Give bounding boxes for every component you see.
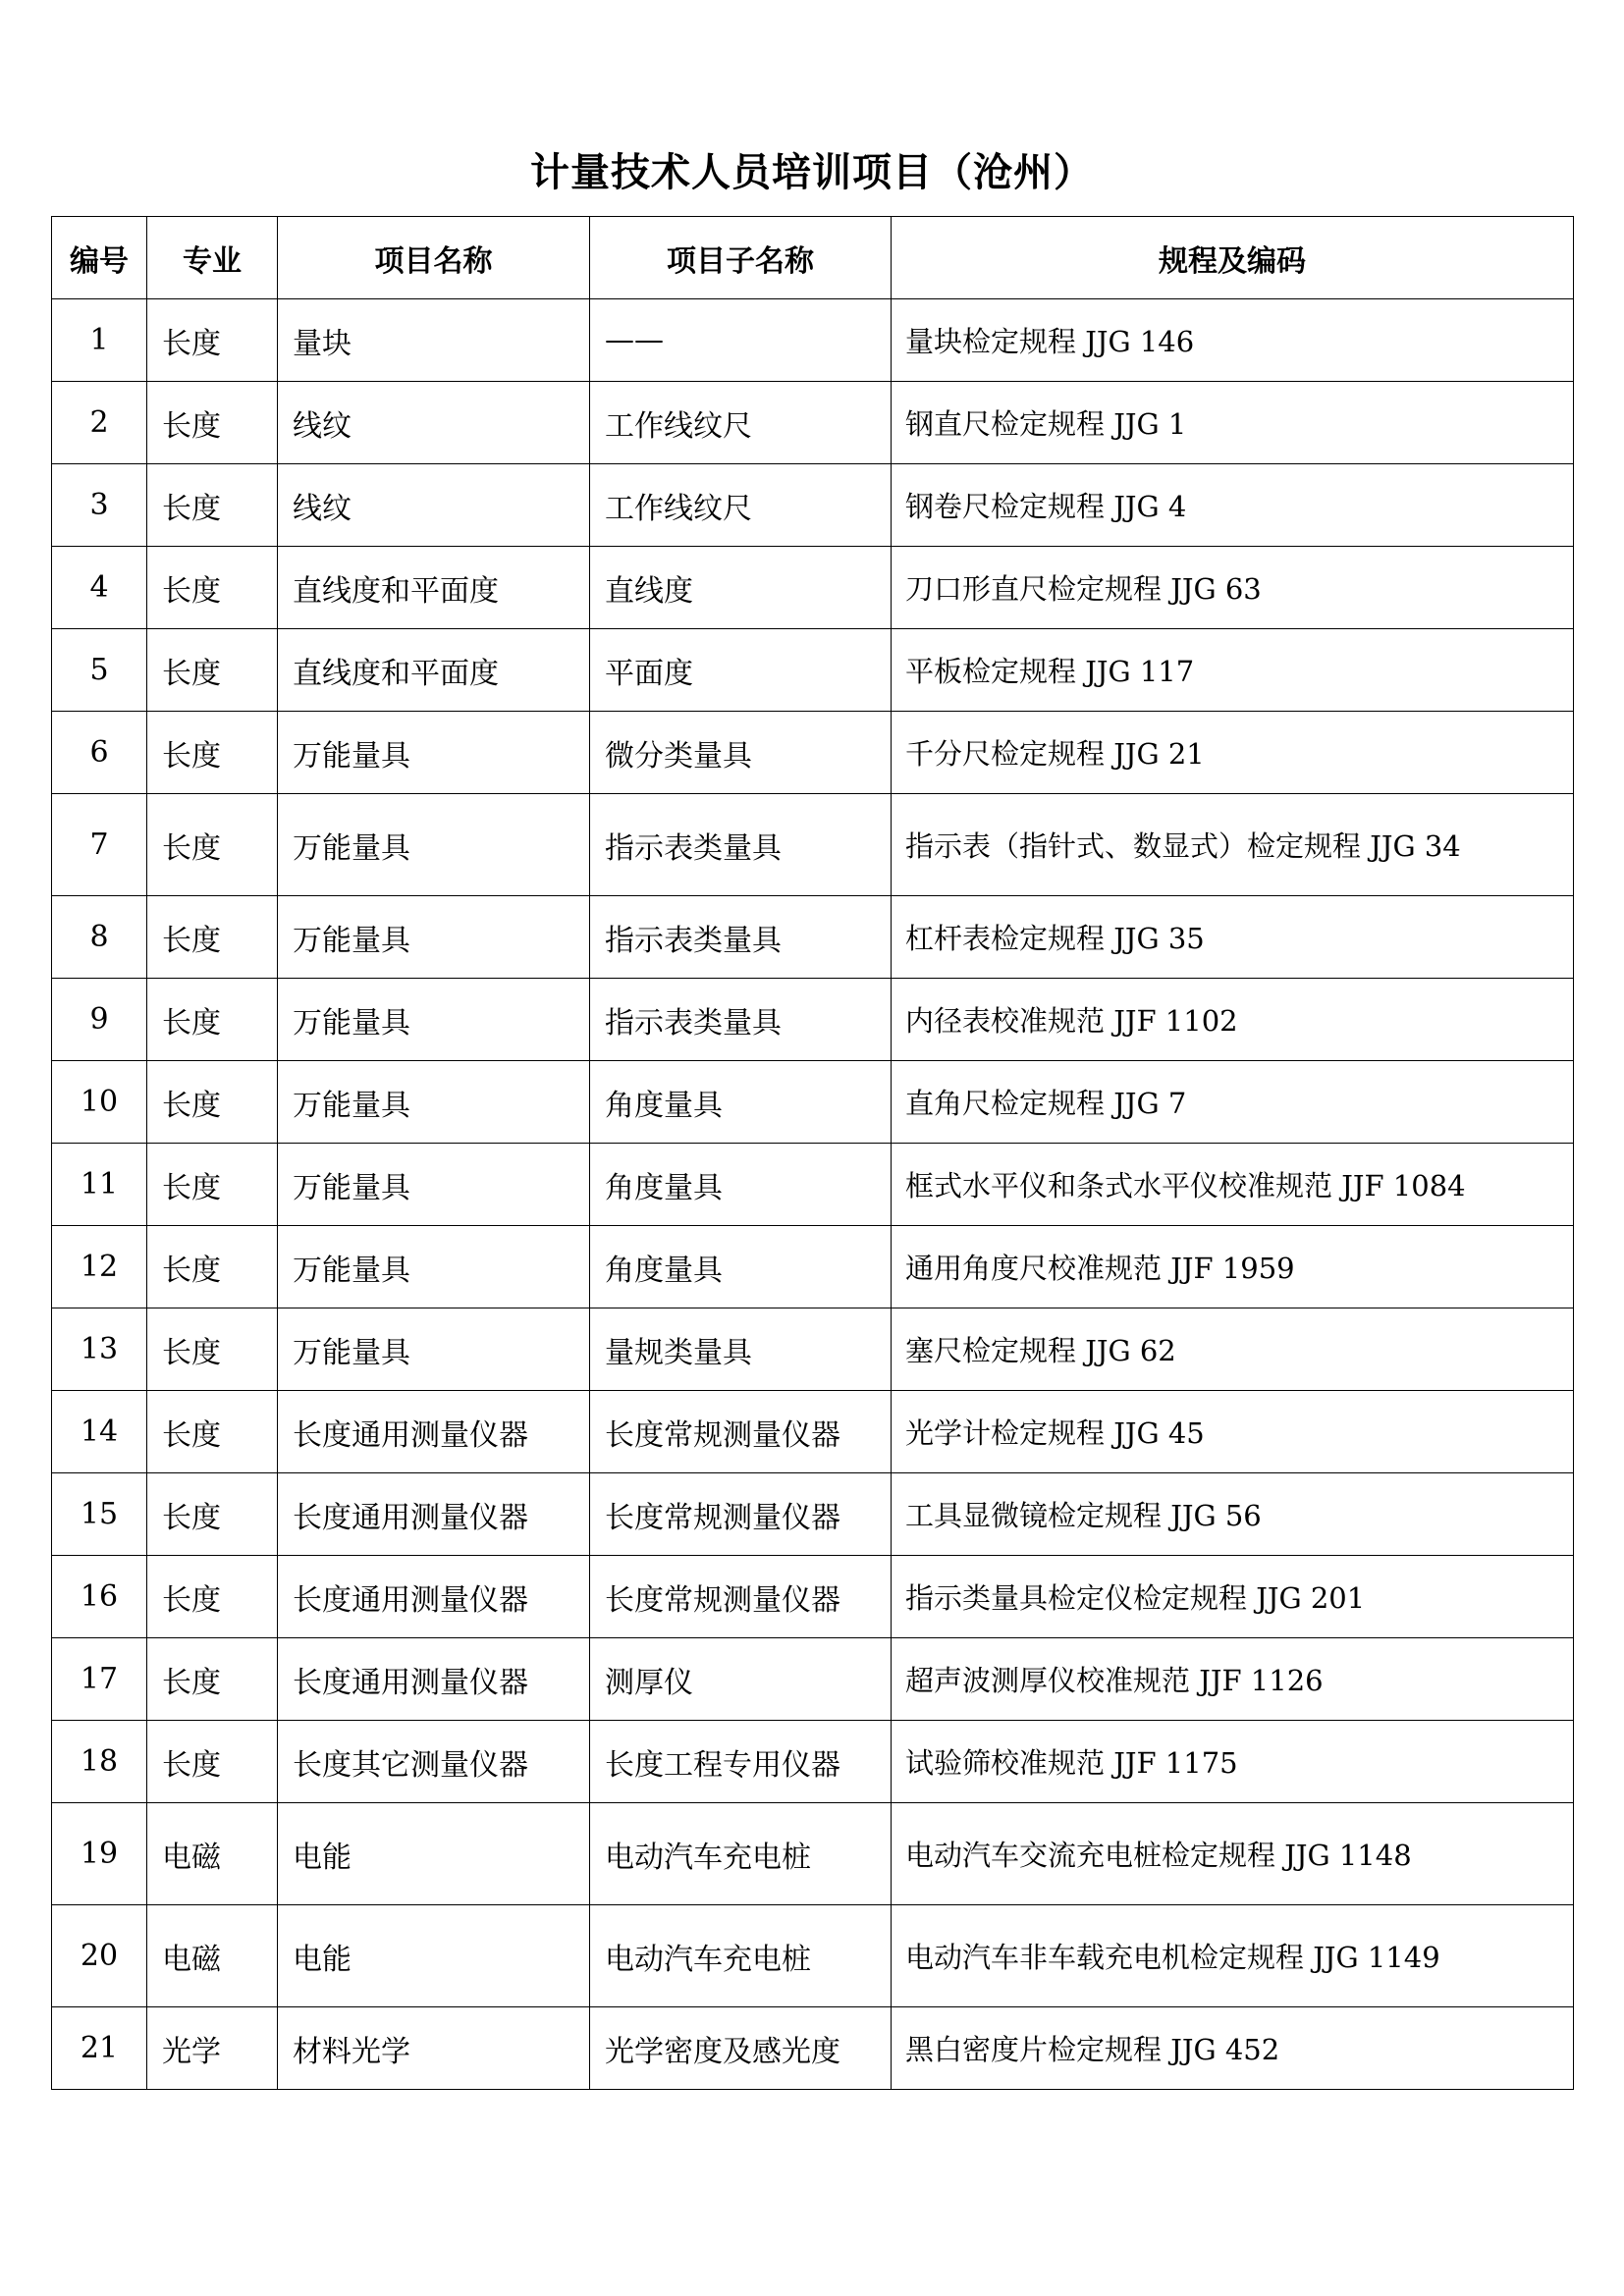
table-row — [52, 1144, 1574, 1226]
cell-sub-project-name: 长度常规测量仪器 — [590, 1473, 892, 1556]
cell-project-name: 量块 — [278, 299, 590, 382]
cell-project-name: 万能量具 — [278, 1061, 590, 1144]
cell-project-name: 万能量具 — [278, 712, 590, 794]
cell-number: 11 — [52, 1144, 147, 1226]
cell-project-name: 电能 — [278, 1803, 590, 1905]
cell-regulation-code: 电动汽车交流充电桩检定规程 JJG 1148 — [892, 1803, 1574, 1905]
table-row — [52, 547, 1574, 629]
cell-regulation-code: 钢卷尺检定规程 JJG 4 — [892, 464, 1574, 547]
cell-regulation-code: 黑白密度片检定规程 JJG 452 — [892, 2007, 1574, 2090]
cell-sub-project-name: 工作线纹尺 — [590, 382, 892, 464]
header-project-name: 项目名称 — [278, 217, 590, 299]
cell-regulation-code: 超声波测厚仪校准规范 JJF 1126 — [892, 1638, 1574, 1721]
cell-sub-project-name: 平面度 — [590, 629, 892, 712]
cell-project-name: 长度通用测量仪器 — [278, 1556, 590, 1638]
cell-major: 电磁 — [147, 1905, 278, 2007]
cell-project-name: 直线度和平面度 — [278, 547, 590, 629]
cell-number: 9 — [52, 979, 147, 1061]
cell-regulation-code: 指示表（指针式、数显式）检定规程 JJG 34 — [892, 794, 1574, 896]
header-major: 专业 — [147, 217, 278, 299]
cell-regulation-code: 电动汽车非车载充电机检定规程 JJG 1149 — [892, 1905, 1574, 2007]
cell-sub-project-name: 指示表类量具 — [590, 896, 892, 979]
cell-major: 长度 — [147, 629, 278, 712]
cell-sub-project-name: 指示表类量具 — [590, 794, 892, 896]
cell-regulation-code: 量块检定规程 JJG 146 — [892, 299, 1574, 382]
header-regulation-code: 规程及编码 — [892, 217, 1574, 299]
cell-major: 长度 — [147, 1061, 278, 1144]
cell-sub-project-name: 工作线纹尺 — [590, 464, 892, 547]
cell-number: 19 — [52, 1803, 147, 1905]
header-sub-project-name: 项目子名称 — [590, 217, 892, 299]
cell-regulation-code: 框式水平仪和条式水平仪校准规范 JJF 1084 — [892, 1144, 1574, 1226]
cell-regulation-code: 工具显微镜检定规程 JJG 56 — [892, 1473, 1574, 1556]
cell-number: 12 — [52, 1226, 147, 1308]
cell-sub-project-name: 长度常规测量仪器 — [590, 1556, 892, 1638]
cell-project-name: 长度通用测量仪器 — [278, 1473, 590, 1556]
cell-major: 长度 — [147, 1226, 278, 1308]
cell-major: 长度 — [147, 712, 278, 794]
cell-major: 电磁 — [147, 1803, 278, 1905]
cell-major: 长度 — [147, 1556, 278, 1638]
cell-major: 长度 — [147, 299, 278, 382]
cell-number: 7 — [52, 794, 147, 896]
cell-major: 长度 — [147, 1144, 278, 1226]
cell-project-name: 万能量具 — [278, 979, 590, 1061]
table-row — [52, 1226, 1574, 1308]
table-row — [52, 712, 1574, 794]
cell-major: 长度 — [147, 1391, 278, 1473]
cell-regulation-code: 光学计检定规程 JJG 45 — [892, 1391, 1574, 1473]
cell-sub-project-name: 长度常规测量仪器 — [590, 1391, 892, 1473]
table-row — [52, 1473, 1574, 1556]
cell-project-name: 万能量具 — [278, 896, 590, 979]
cell-number: 18 — [52, 1721, 147, 1803]
table-header-row — [52, 217, 1574, 299]
cell-sub-project-name: 微分类量具 — [590, 712, 892, 794]
cell-number: 10 — [52, 1061, 147, 1144]
table-row — [52, 382, 1574, 464]
cell-regulation-code: 直角尺检定规程 JJG 7 — [892, 1061, 1574, 1144]
cell-regulation-code: 刀口形直尺检定规程 JJG 63 — [892, 547, 1574, 629]
cell-number: 14 — [52, 1391, 147, 1473]
cell-number: 21 — [52, 2007, 147, 2090]
cell-number: 20 — [52, 1905, 147, 2007]
cell-project-name: 万能量具 — [278, 1144, 590, 1226]
cell-project-name: 万能量具 — [278, 1308, 590, 1391]
cell-project-name: 长度其它测量仪器 — [278, 1721, 590, 1803]
cell-sub-project-name: 指示表类量具 — [590, 979, 892, 1061]
cell-number: 15 — [52, 1473, 147, 1556]
header-number: 编号 — [52, 217, 147, 299]
cell-project-name: 直线度和平面度 — [278, 629, 590, 712]
cell-sub-project-name: 电动汽车充电桩 — [590, 1803, 892, 1905]
table-row — [52, 896, 1574, 979]
cell-number: 13 — [52, 1308, 147, 1391]
table-row — [52, 1556, 1574, 1638]
cell-project-name: 万能量具 — [278, 1226, 590, 1308]
table-row — [52, 629, 1574, 712]
table-row — [52, 1638, 1574, 1721]
cell-regulation-code: 钢直尺检定规程 JJG 1 — [892, 382, 1574, 464]
cell-project-name: 材料光学 — [278, 2007, 590, 2090]
cell-major: 长度 — [147, 896, 278, 979]
cell-number: 3 — [52, 464, 147, 547]
cell-sub-project-name: —— — [590, 299, 892, 382]
cell-sub-project-name: 长度工程专用仪器 — [590, 1721, 892, 1803]
document-title: 计量技术人员培训项目（沧州） — [530, 150, 1094, 195]
cell-project-name: 长度通用测量仪器 — [278, 1638, 590, 1721]
cell-number: 4 — [52, 547, 147, 629]
table-row — [52, 1905, 1574, 2007]
cell-sub-project-name: 角度量具 — [590, 1226, 892, 1308]
cell-regulation-code: 指示类量具检定仪检定规程 JJG 201 — [892, 1556, 1574, 1638]
training-items-table — [51, 216, 1574, 2090]
cell-major: 长度 — [147, 1473, 278, 1556]
cell-sub-project-name: 电动汽车充电桩 — [590, 1905, 892, 2007]
cell-major: 长度 — [147, 979, 278, 1061]
table-row — [52, 1803, 1574, 1905]
table-row — [52, 1061, 1574, 1144]
cell-regulation-code: 试验筛校准规范 JJF 1175 — [892, 1721, 1574, 1803]
cell-regulation-code: 千分尺检定规程 JJG 21 — [892, 712, 1574, 794]
table-row — [52, 1721, 1574, 1803]
cell-regulation-code: 通用角度尺校准规范 JJF 1959 — [892, 1226, 1574, 1308]
cell-sub-project-name: 光学密度及感光度 — [590, 2007, 892, 2090]
cell-major: 长度 — [147, 794, 278, 896]
cell-major: 长度 — [147, 1638, 278, 1721]
table-row — [52, 2007, 1574, 2090]
cell-project-name: 万能量具 — [278, 794, 590, 896]
table-body — [52, 299, 1574, 2090]
table-row — [52, 979, 1574, 1061]
cell-major: 长度 — [147, 382, 278, 464]
cell-regulation-code: 杠杆表检定规程 JJG 35 — [892, 896, 1574, 979]
cell-regulation-code: 内径表校准规范 JJF 1102 — [892, 979, 1574, 1061]
cell-major: 长度 — [147, 464, 278, 547]
table-row — [52, 299, 1574, 382]
cell-sub-project-name: 量规类量具 — [590, 1308, 892, 1391]
cell-number: 17 — [52, 1638, 147, 1721]
cell-project-name: 线纹 — [278, 382, 590, 464]
cell-project-name: 线纹 — [278, 464, 590, 547]
table-row — [52, 1308, 1574, 1391]
cell-number: 1 — [52, 299, 147, 382]
cell-regulation-code: 平板检定规程 JJG 117 — [892, 629, 1574, 712]
cell-project-name: 电能 — [278, 1905, 590, 2007]
cell-sub-project-name: 测厚仪 — [590, 1638, 892, 1721]
cell-major: 长度 — [147, 547, 278, 629]
cell-major: 长度 — [147, 1308, 278, 1391]
table-row — [52, 464, 1574, 547]
cell-number: 8 — [52, 896, 147, 979]
table-row — [52, 794, 1574, 896]
cell-sub-project-name: 直线度 — [590, 547, 892, 629]
cell-sub-project-name: 角度量具 — [590, 1061, 892, 1144]
cell-number: 16 — [52, 1556, 147, 1638]
cell-major: 长度 — [147, 1721, 278, 1803]
cell-number: 5 — [52, 629, 147, 712]
cell-number: 6 — [52, 712, 147, 794]
table-row — [52, 1391, 1574, 1473]
cell-regulation-code: 塞尺检定规程 JJG 62 — [892, 1308, 1574, 1391]
cell-sub-project-name: 角度量具 — [590, 1144, 892, 1226]
cell-major: 光学 — [147, 2007, 278, 2090]
cell-project-name: 长度通用测量仪器 — [278, 1391, 590, 1473]
cell-number: 2 — [52, 382, 147, 464]
